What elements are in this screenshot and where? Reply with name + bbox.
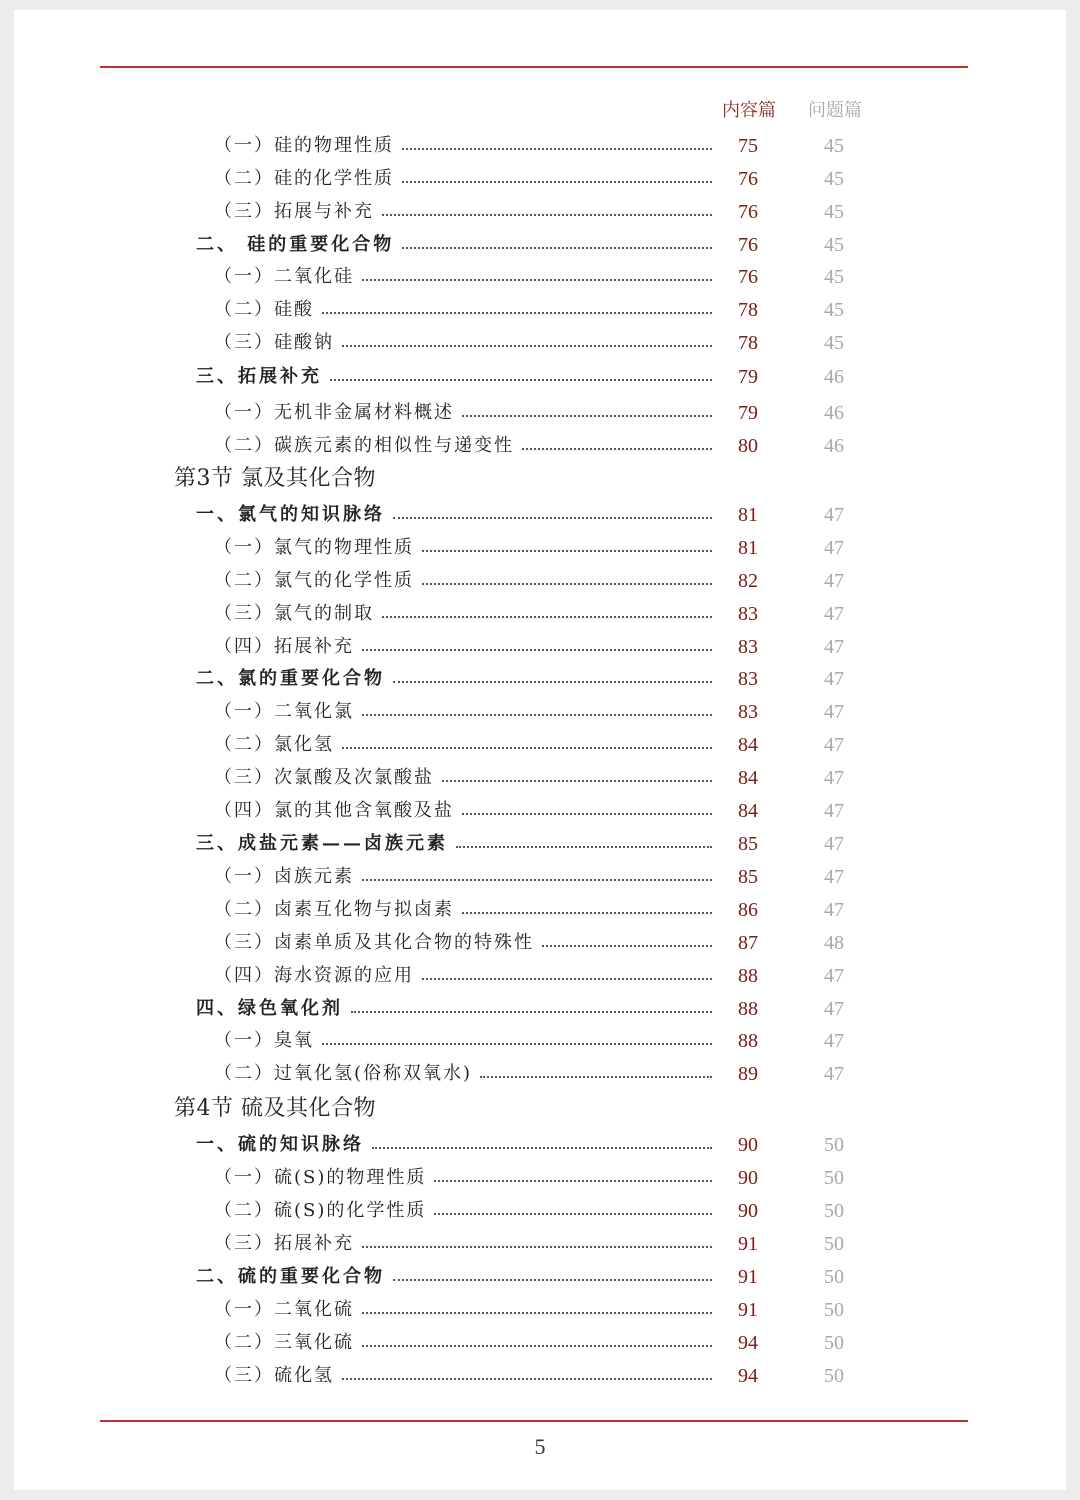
question-page-number: 47 <box>824 899 844 921</box>
content-page-number: 76 <box>738 201 758 223</box>
toc-entry[interactable] <box>0 363 1080 391</box>
toc-entry-title: （二）硅酸 <box>214 296 320 324</box>
toc-entry[interactable] <box>0 198 1080 226</box>
question-page-number: 47 <box>824 734 844 756</box>
toc-entry-title: 三、拓展补充 <box>196 363 328 391</box>
toc-entry[interactable] <box>0 1060 1080 1088</box>
toc-entry[interactable] <box>0 165 1080 193</box>
content-page-number: 88 <box>738 998 758 1020</box>
toc-entry[interactable] <box>0 863 1080 891</box>
toc-entry-title: （二）氯气的化学性质 <box>214 567 420 595</box>
question-page-number: 50 <box>824 1233 844 1255</box>
dot-leader <box>362 712 712 716</box>
dot-leader <box>372 1145 712 1149</box>
toc-entry-title: （三）次氯酸及次氯酸盐 <box>214 764 440 792</box>
toc-entry-title: （一）二氧化硫 <box>214 1296 360 1324</box>
toc-entry[interactable] <box>0 501 1080 529</box>
top-rule <box>100 66 968 68</box>
question-page-number: 45 <box>824 299 844 321</box>
toc-entry-title: 二、 硅的重要化合物 <box>196 231 400 259</box>
content-page-number: 91 <box>738 1233 758 1255</box>
question-page-number: 45 <box>824 332 844 354</box>
dot-leader <box>362 1310 712 1314</box>
toc-entry-title: （三）卤素单质及其化合物的特殊性 <box>214 929 540 957</box>
toc-entry-title: （四）氯的其他含氧酸及盐 <box>214 797 460 825</box>
content-page-number: 90 <box>738 1200 758 1222</box>
content-page-number: 84 <box>738 800 758 822</box>
content-page-number: 86 <box>738 899 758 921</box>
dot-leader <box>402 179 712 183</box>
question-page-number: 45 <box>824 135 844 157</box>
question-page-number: 50 <box>824 1332 844 1354</box>
dot-leader <box>393 1277 712 1281</box>
toc-entry[interactable] <box>0 329 1080 357</box>
question-page-number: 50 <box>824 1266 844 1288</box>
dot-leader <box>382 614 712 618</box>
dot-leader <box>362 877 712 881</box>
toc-entry[interactable] <box>0 1362 1080 1390</box>
toc-entry[interactable] <box>0 1296 1080 1324</box>
toc-entry[interactable] <box>0 1027 1080 1055</box>
question-page-number: 48 <box>824 932 844 954</box>
toc-section-heading[interactable] <box>0 462 1080 496</box>
question-page-number: 47 <box>824 965 844 987</box>
toc-entry[interactable] <box>0 797 1080 825</box>
toc-entry[interactable] <box>0 432 1080 460</box>
toc-entry-title: 四、绿色氧化剂 <box>196 995 349 1023</box>
dot-leader <box>342 745 712 749</box>
question-page-number: 47 <box>824 504 844 526</box>
toc-entry[interactable] <box>0 830 1080 858</box>
toc-entry-title: （二）氯化氢 <box>214 731 340 759</box>
content-page-number: 83 <box>738 668 758 690</box>
dot-leader <box>462 811 712 815</box>
content-page-number: 76 <box>738 266 758 288</box>
dot-leader <box>422 581 712 585</box>
dot-leader <box>542 943 712 947</box>
question-page-number: 50 <box>824 1365 844 1387</box>
toc-entry-title: （一）二氧化硅 <box>214 263 360 291</box>
content-page-number: 90 <box>738 1167 758 1189</box>
toc-entry[interactable] <box>0 1263 1080 1291</box>
question-page-number: 47 <box>824 998 844 1020</box>
toc-entry-title: （二）过氧化氢(俗称双氧水) <box>214 1060 478 1088</box>
dot-leader <box>322 310 712 314</box>
toc-entry[interactable] <box>0 929 1080 957</box>
content-page-number: 91 <box>738 1266 758 1288</box>
question-page-number: 45 <box>824 201 844 223</box>
question-page-number: 47 <box>824 800 844 822</box>
toc-entry-title: （二）硅的化学性质 <box>214 165 400 193</box>
content-page-number: 85 <box>738 833 758 855</box>
content-page-number: 91 <box>738 1299 758 1321</box>
toc-entry-title: （一）硅的物理性质 <box>214 132 400 160</box>
toc-entry[interactable] <box>0 698 1080 726</box>
content-page-number: 79 <box>738 402 758 424</box>
toc-entry[interactable] <box>0 567 1080 595</box>
content-page-number: 88 <box>738 1030 758 1052</box>
question-page-number: 47 <box>824 1063 844 1085</box>
question-page-number: 46 <box>824 402 844 424</box>
page-number: 5 <box>534 1434 546 1459</box>
content-page-number: 76 <box>738 168 758 190</box>
question-page-number: 47 <box>824 668 844 690</box>
toc-entry-title: （一）硫(S)的物理性质 <box>214 1164 432 1192</box>
toc-entry[interactable] <box>0 399 1080 427</box>
question-page-number: 50 <box>824 1200 844 1222</box>
dot-leader <box>480 1074 712 1078</box>
question-page-number: 50 <box>824 1167 844 1189</box>
toc-entry[interactable] <box>0 296 1080 324</box>
toc-entry-title: （一）氯气的物理性质 <box>214 534 420 562</box>
question-page-number: 45 <box>824 168 844 190</box>
dot-leader <box>362 277 712 281</box>
question-page-number: 50 <box>824 1134 844 1156</box>
toc-entry-title: （三）拓展补充 <box>214 1230 360 1258</box>
toc-entry-title: （一）二氧化氯 <box>214 698 360 726</box>
question-page-number: 47 <box>824 767 844 789</box>
dot-leader <box>362 647 712 651</box>
question-page-number: 47 <box>824 1030 844 1052</box>
toc-entry-title: 第3节 氯及其化合物 <box>174 462 382 496</box>
column-header-questions: 问题篇 <box>808 100 862 121</box>
toc-entry-title: （三）拓展与补充 <box>214 198 380 226</box>
toc-entry-title: （三）硫化氢 <box>214 1362 340 1390</box>
dot-leader <box>462 413 712 417</box>
dot-leader <box>462 910 712 914</box>
toc-entry-title: 三、成盐元素——卤族元素 <box>196 830 454 858</box>
toc-entry[interactable] <box>0 665 1080 693</box>
toc-entry-title: （三）硅酸钠 <box>214 329 340 357</box>
question-page-number: 50 <box>824 1299 844 1321</box>
content-page-number: 79 <box>738 366 758 388</box>
content-page-number: 85 <box>738 866 758 888</box>
content-page-number: 94 <box>738 1332 758 1354</box>
dot-leader <box>442 778 712 782</box>
dot-leader <box>362 1343 712 1347</box>
content-page-number: 88 <box>738 965 758 987</box>
bottom-rule <box>100 1420 968 1422</box>
question-page-number: 47 <box>824 537 844 559</box>
toc-entry-title: （二）硫(S)的化学性质 <box>214 1197 432 1225</box>
toc-entry-title: （一）臭氧 <box>214 1027 320 1055</box>
content-page-number: 84 <box>738 734 758 756</box>
dot-leader <box>402 146 712 150</box>
content-page-number: 81 <box>738 504 758 526</box>
question-page-number: 46 <box>824 366 844 388</box>
dot-leader <box>434 1211 712 1215</box>
question-page-number: 47 <box>824 636 844 658</box>
content-page-number: 81 <box>738 537 758 559</box>
question-page-number: 47 <box>824 603 844 625</box>
content-page-number: 94 <box>738 1365 758 1387</box>
toc-entry-title: 一、硫的知识脉络 <box>196 1131 370 1159</box>
toc-entry-title: 第4节 硫及其化合物 <box>174 1092 382 1126</box>
content-page-number: 84 <box>738 767 758 789</box>
toc-entry[interactable] <box>0 896 1080 924</box>
dot-leader <box>342 343 712 347</box>
dot-leader <box>330 377 712 381</box>
toc-entry[interactable] <box>0 231 1080 259</box>
toc-entry[interactable] <box>0 731 1080 759</box>
toc-entry[interactable] <box>0 1131 1080 1159</box>
column-headers <box>720 96 900 122</box>
content-page-number: 83 <box>738 636 758 658</box>
content-page-number: 76 <box>738 234 758 256</box>
dot-leader <box>422 976 712 980</box>
toc-entry[interactable] <box>0 764 1080 792</box>
toc-entry-title: （二）三氧化硫 <box>214 1329 360 1357</box>
question-page-number: 47 <box>824 866 844 888</box>
toc-entry-title: （二）卤素互化物与拟卤素 <box>214 896 460 924</box>
toc-entry[interactable] <box>0 962 1080 990</box>
dot-leader <box>434 1178 712 1182</box>
content-page-number: 78 <box>738 299 758 321</box>
toc-entry-title: （二）碳族元素的相似性与递变性 <box>214 432 520 460</box>
toc-entry[interactable] <box>0 263 1080 291</box>
dot-leader <box>393 679 712 683</box>
toc-section-heading[interactable] <box>0 1092 1080 1126</box>
dot-leader <box>522 446 712 450</box>
question-page-number: 46 <box>824 435 844 457</box>
content-page-number: 80 <box>738 435 758 457</box>
content-page-number: 90 <box>738 1134 758 1156</box>
toc-entry-title: （一）卤族元素 <box>214 863 360 891</box>
content-page-number: 89 <box>738 1063 758 1085</box>
toc-entry[interactable] <box>0 633 1080 661</box>
dot-leader <box>342 1376 712 1380</box>
toc-entry[interactable] <box>0 1230 1080 1258</box>
column-header-content: 内容篇 <box>722 100 776 121</box>
toc-entry[interactable] <box>0 995 1080 1023</box>
dot-leader <box>402 245 712 249</box>
content-page-number: 78 <box>738 332 758 354</box>
question-page-number: 47 <box>824 570 844 592</box>
dot-leader <box>351 1009 712 1013</box>
question-page-number: 47 <box>824 701 844 723</box>
dot-leader <box>393 515 712 519</box>
toc-entry[interactable] <box>0 600 1080 628</box>
toc-entry-title: 一、氯气的知识脉络 <box>196 501 391 529</box>
content-page-number: 75 <box>738 135 758 157</box>
toc-entry-title: 二、硫的重要化合物 <box>196 1263 391 1291</box>
toc-entry[interactable] <box>0 1197 1080 1225</box>
content-page-number: 83 <box>738 701 758 723</box>
question-page-number: 47 <box>824 833 844 855</box>
content-page-number: 83 <box>738 603 758 625</box>
dot-leader <box>322 1041 712 1045</box>
dot-leader <box>362 1244 712 1248</box>
content-page-number: 87 <box>738 932 758 954</box>
question-page-number: 45 <box>824 234 844 256</box>
toc-entry-title: 二、氯的重要化合物 <box>196 665 391 693</box>
toc-entry-title: （四）拓展补充 <box>214 633 360 661</box>
dot-leader <box>382 212 712 216</box>
content-page-number: 82 <box>738 570 758 592</box>
dot-leader <box>456 844 712 848</box>
toc-entry-title: （三）氯气的制取 <box>214 600 380 628</box>
toc-entry-title: （四）海水资源的应用 <box>214 962 420 990</box>
question-page-number: 45 <box>824 266 844 288</box>
toc-entry[interactable] <box>0 534 1080 562</box>
toc-entry-title: （一）无机非金属材料概述 <box>214 399 460 427</box>
toc-entry[interactable] <box>0 1329 1080 1357</box>
dot-leader <box>422 548 712 552</box>
toc-entry[interactable] <box>0 132 1080 160</box>
toc-entry[interactable] <box>0 1164 1080 1192</box>
